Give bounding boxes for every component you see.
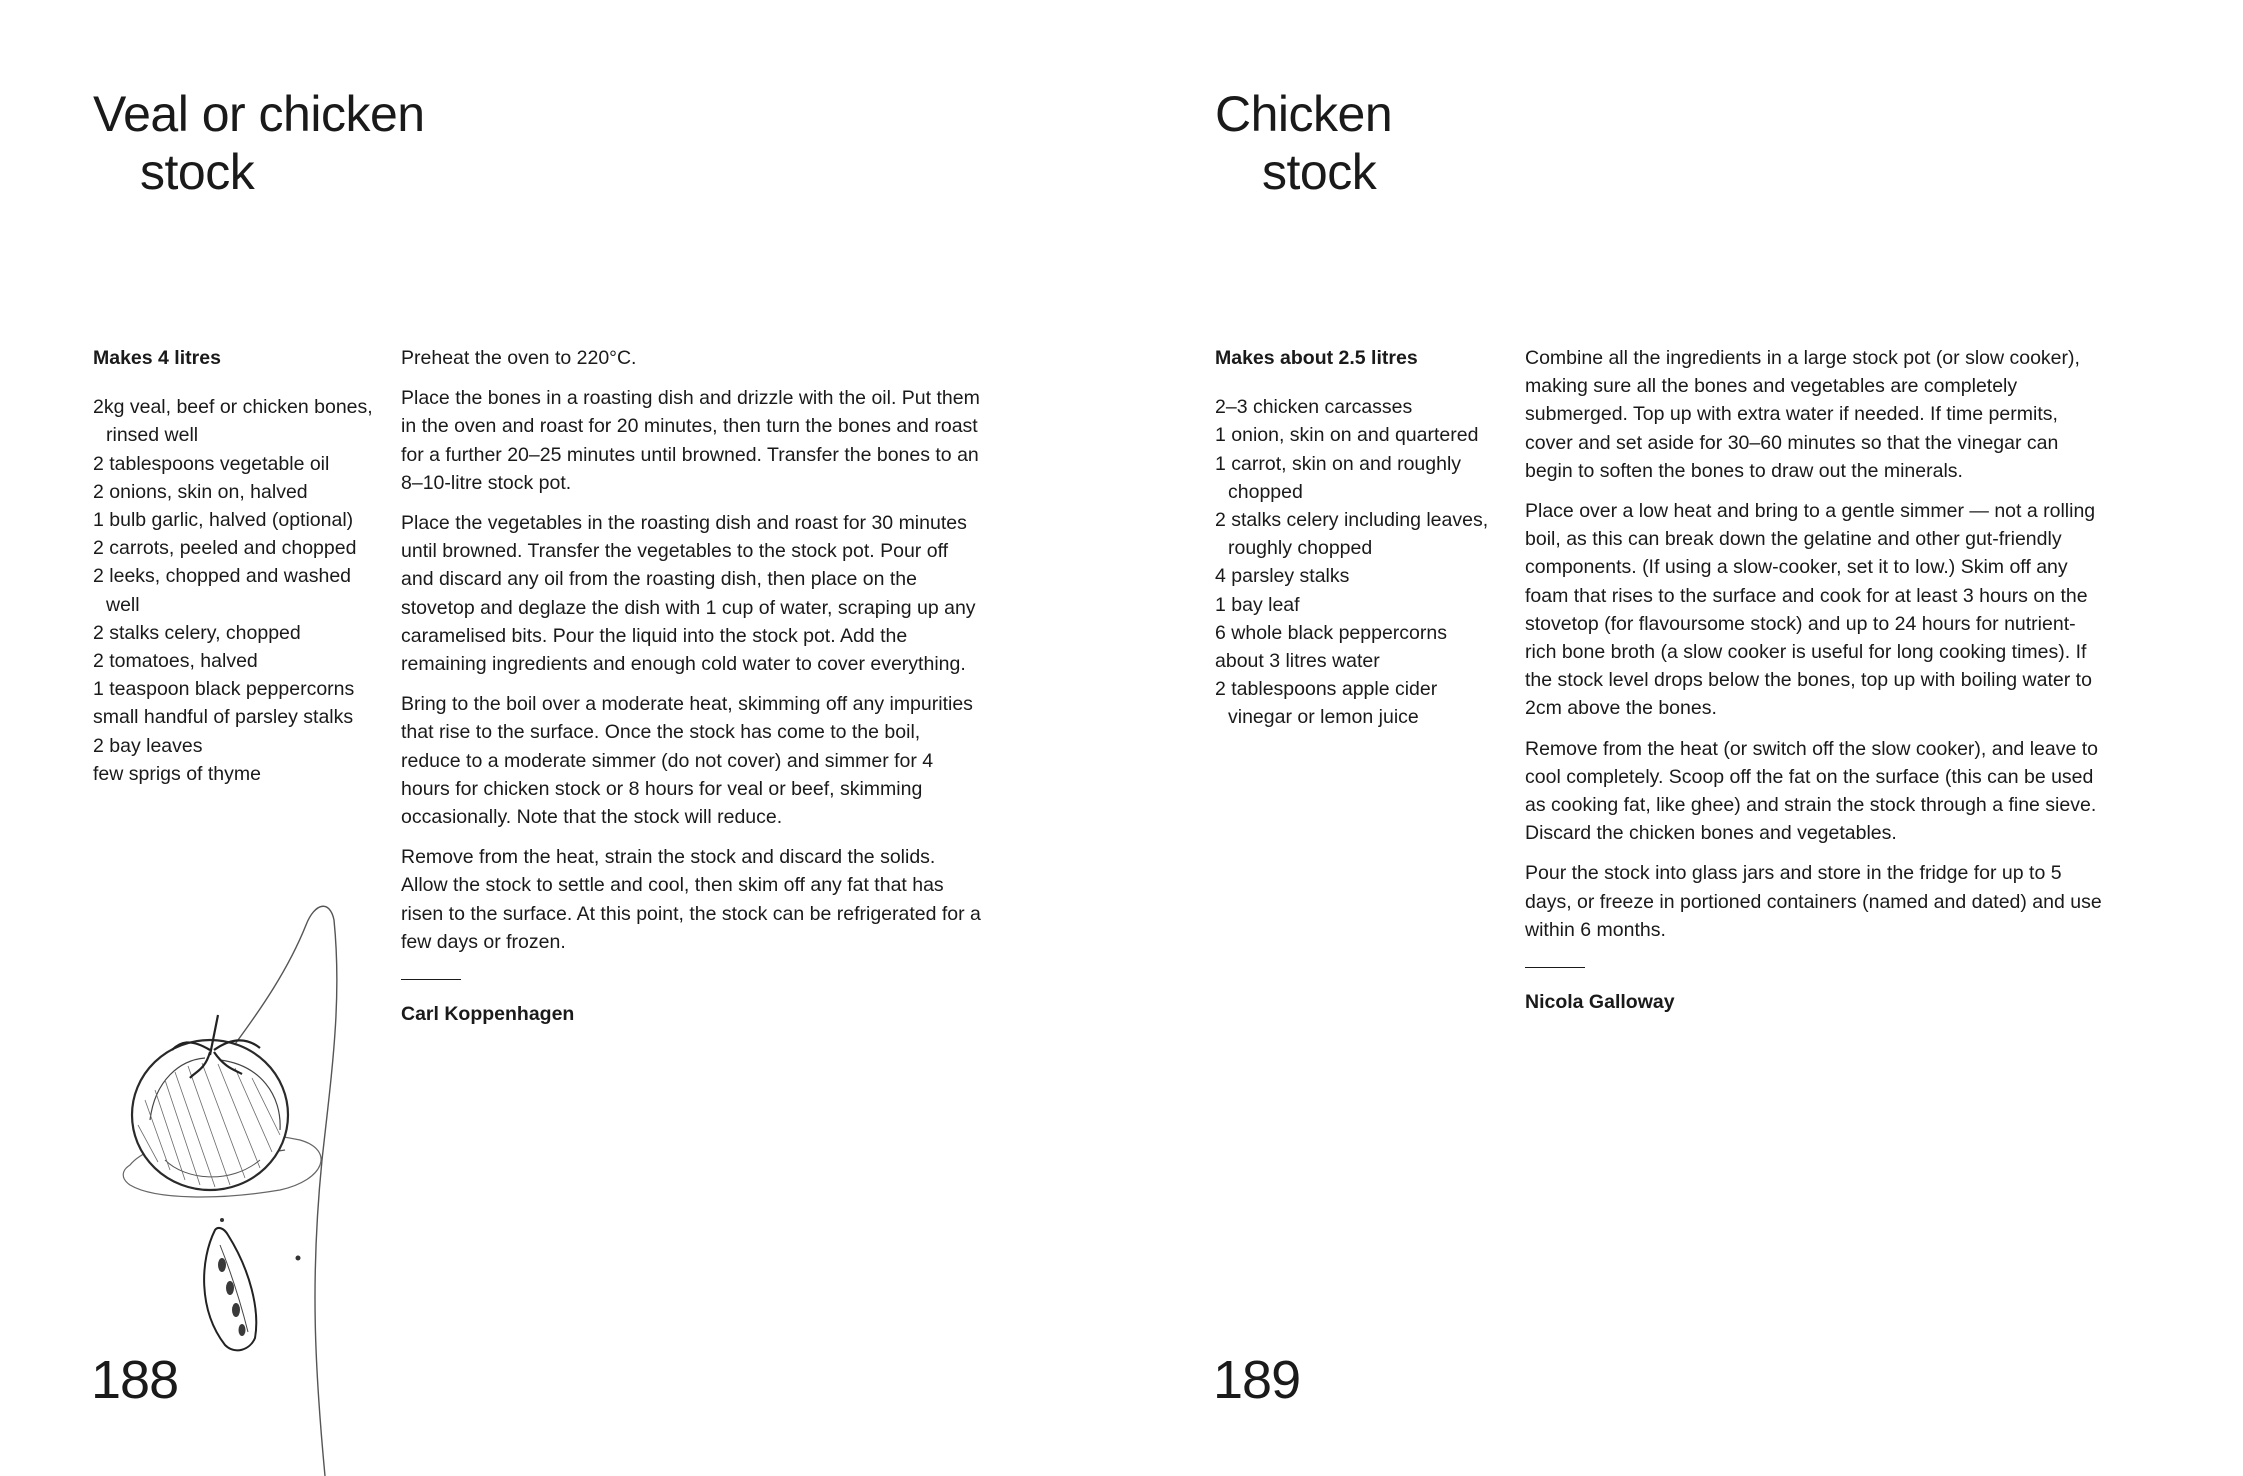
method-paragraph: Preheat the oven to 220°C. <box>401 347 637 369</box>
ingredient-item: 1 onion, skin on and quartered <box>1215 424 1479 447</box>
method-column <box>401 344 981 1028</box>
method-paragraph: Place over a low heat and bring to a gentle simmer — not a rolling boil, as this can break down the gelatine and other gut-friendly components. (If using a slow-cooker, set it to low.) Skim off any foam that rises to the surface and cook for at least 3 hours on the stovetop (for flavoursome stock) and up to 24 hours for nutrient-rich bone broth (a slow cooker is useful for long cooking times). If the stock level drops below the bones, top up with boiling water to 2cm above the bones. <box>1525 500 2096 720</box>
ingredient-item: 2 tablespoons vegetable oil <box>93 452 330 475</box>
ingredient-item: 2 bay leaves <box>93 734 203 757</box>
ingredient-item: 2kg veal, beef or chicken bones, rinsed well <box>93 396 373 447</box>
ingredient-item: 2 stalks celery, chopped <box>93 621 301 644</box>
left-page <box>0 0 1121 1476</box>
ingredient-list <box>93 393 373 788</box>
method-paragraph: Combine all the ingredients in a large stock pot (or slow cooker), making sure all the bones and vegetables are completely submerged. Top up with extra water if needed. If time permits, cover and set aside for 30–60 minutes so that the vinegar can begin to soften the bones to draw out the minerals. <box>1525 347 2080 482</box>
ingredient-item: 2 tomatoes, halved <box>93 650 258 673</box>
ingredient-item: 2 carrots, peeled and chopped <box>93 537 357 560</box>
method-paragraph: Pour the stock into glass jars and store in the fridge for up to 5 days, or freeze in portioned containers (named and dated) and use within 6 months. <box>1525 862 2102 941</box>
ingredient-item: few sprigs of thyme <box>93 762 261 785</box>
tomato-body <box>132 1040 288 1190</box>
author-divider <box>401 979 461 980</box>
ingredient-item: 2 leeks, chopped and washed well <box>93 565 352 616</box>
author-divider <box>1525 967 1585 968</box>
ingredient-item: about 3 litres water <box>1215 650 1380 673</box>
recipe-yield: Makes 4 litres <box>93 347 221 369</box>
method-steps <box>401 344 981 956</box>
page-number: 188 <box>91 1350 179 1410</box>
ingredient-item: 2 tablespoons apple cider vinegar or lemon juice <box>1215 678 1438 729</box>
ingredient-item: 1 bay leaf <box>1215 593 1300 616</box>
method-paragraph: Place the vegetables in the roasting dish and roast for 30 minutes until browned. Transfer the vegetables to the stock pot. Pour off and discard any oil from the roasting dish, then place on the stovetop and deglaze the dish with 1 cup of water, scraping up any caramelised bits. Pour the liquid into the stock pot. Add the remaining ingredients and enough cold water to cover everything. <box>401 512 976 676</box>
ingredient-item: 2 stalks celery including leaves, roughly chopped <box>1215 509 1489 560</box>
recipe-author: Carl Koppenhagen <box>401 1003 575 1026</box>
method-paragraph: Remove from the heat (or switch off the slow cooker), and leave to cool completely. Scoop off the fat on the surface (this can be used as cooking fat, like ghee) and strain the stock through a fine sieve. Discard the chicken bones and vegetables. <box>1525 737 2098 845</box>
right-page <box>1122 0 2243 1476</box>
method-column <box>1525 344 2105 1016</box>
recipe-title <box>93 85 425 201</box>
method-paragraph: Bring to the boil over a moderate heat, skimming off any impurities that rise to the surface. Once the stock has come to the boil, reduce to a moderate simmer (do not cover) and simmer for 4 hours for chicken stock or 8 hours for veal or beef, skimming occasionally. Note that the stock will reduce. <box>401 693 973 829</box>
ingredient-item: 2–3 chicken carcasses <box>1215 396 1413 419</box>
ingredient-item: 2 onions, skin on, halved <box>93 480 308 503</box>
ingredient-item: 4 parsley stalks <box>1215 565 1350 588</box>
method-paragraph: Place the bones in a roasting dish and drizzle with the oil. Put them in the oven and roast for 20 minutes, then turn the bones and roast for a further 20–25 minutes until browned. Transfer the bones to an 8–10-litre stock pot. <box>401 387 980 494</box>
ingredient-item: small handful of parsley stalks <box>93 706 354 729</box>
method-steps <box>1525 344 2105 944</box>
ingredient-item: 1 teaspoon black peppercorns <box>93 678 355 701</box>
ingredients-column <box>1215 344 1495 732</box>
ingredient-list <box>1215 393 1495 731</box>
ingredient-item: 6 whole black peppercorns <box>1215 621 1447 644</box>
title-line-1: Veal or chicken <box>93 86 425 142</box>
method-paragraph: Remove from the heat, strain the stock and discard the solids. Allow the stock to settle and cool, then skim off any fat that has risen to the surface. At this point, the stock can be refrigerated for a few days or frozen. <box>401 846 981 953</box>
ingredient-item: 1 carrot, skin on and roughly chopped <box>1215 452 1462 503</box>
title-line-2: stock <box>140 144 255 200</box>
page-number: 189 <box>1213 1350 1301 1410</box>
title-line-2: stock <box>1262 144 1377 200</box>
recipe-yield: Makes about 2.5 litres <box>1215 347 1418 369</box>
ingredients-column <box>93 344 373 788</box>
recipe-author: Nicola Galloway <box>1525 991 1675 1014</box>
title-line-1: Chicken <box>1215 86 1393 142</box>
recipe-title <box>1215 85 1392 201</box>
ingredient-item: 1 bulb garlic, halved (optional) <box>93 509 354 532</box>
